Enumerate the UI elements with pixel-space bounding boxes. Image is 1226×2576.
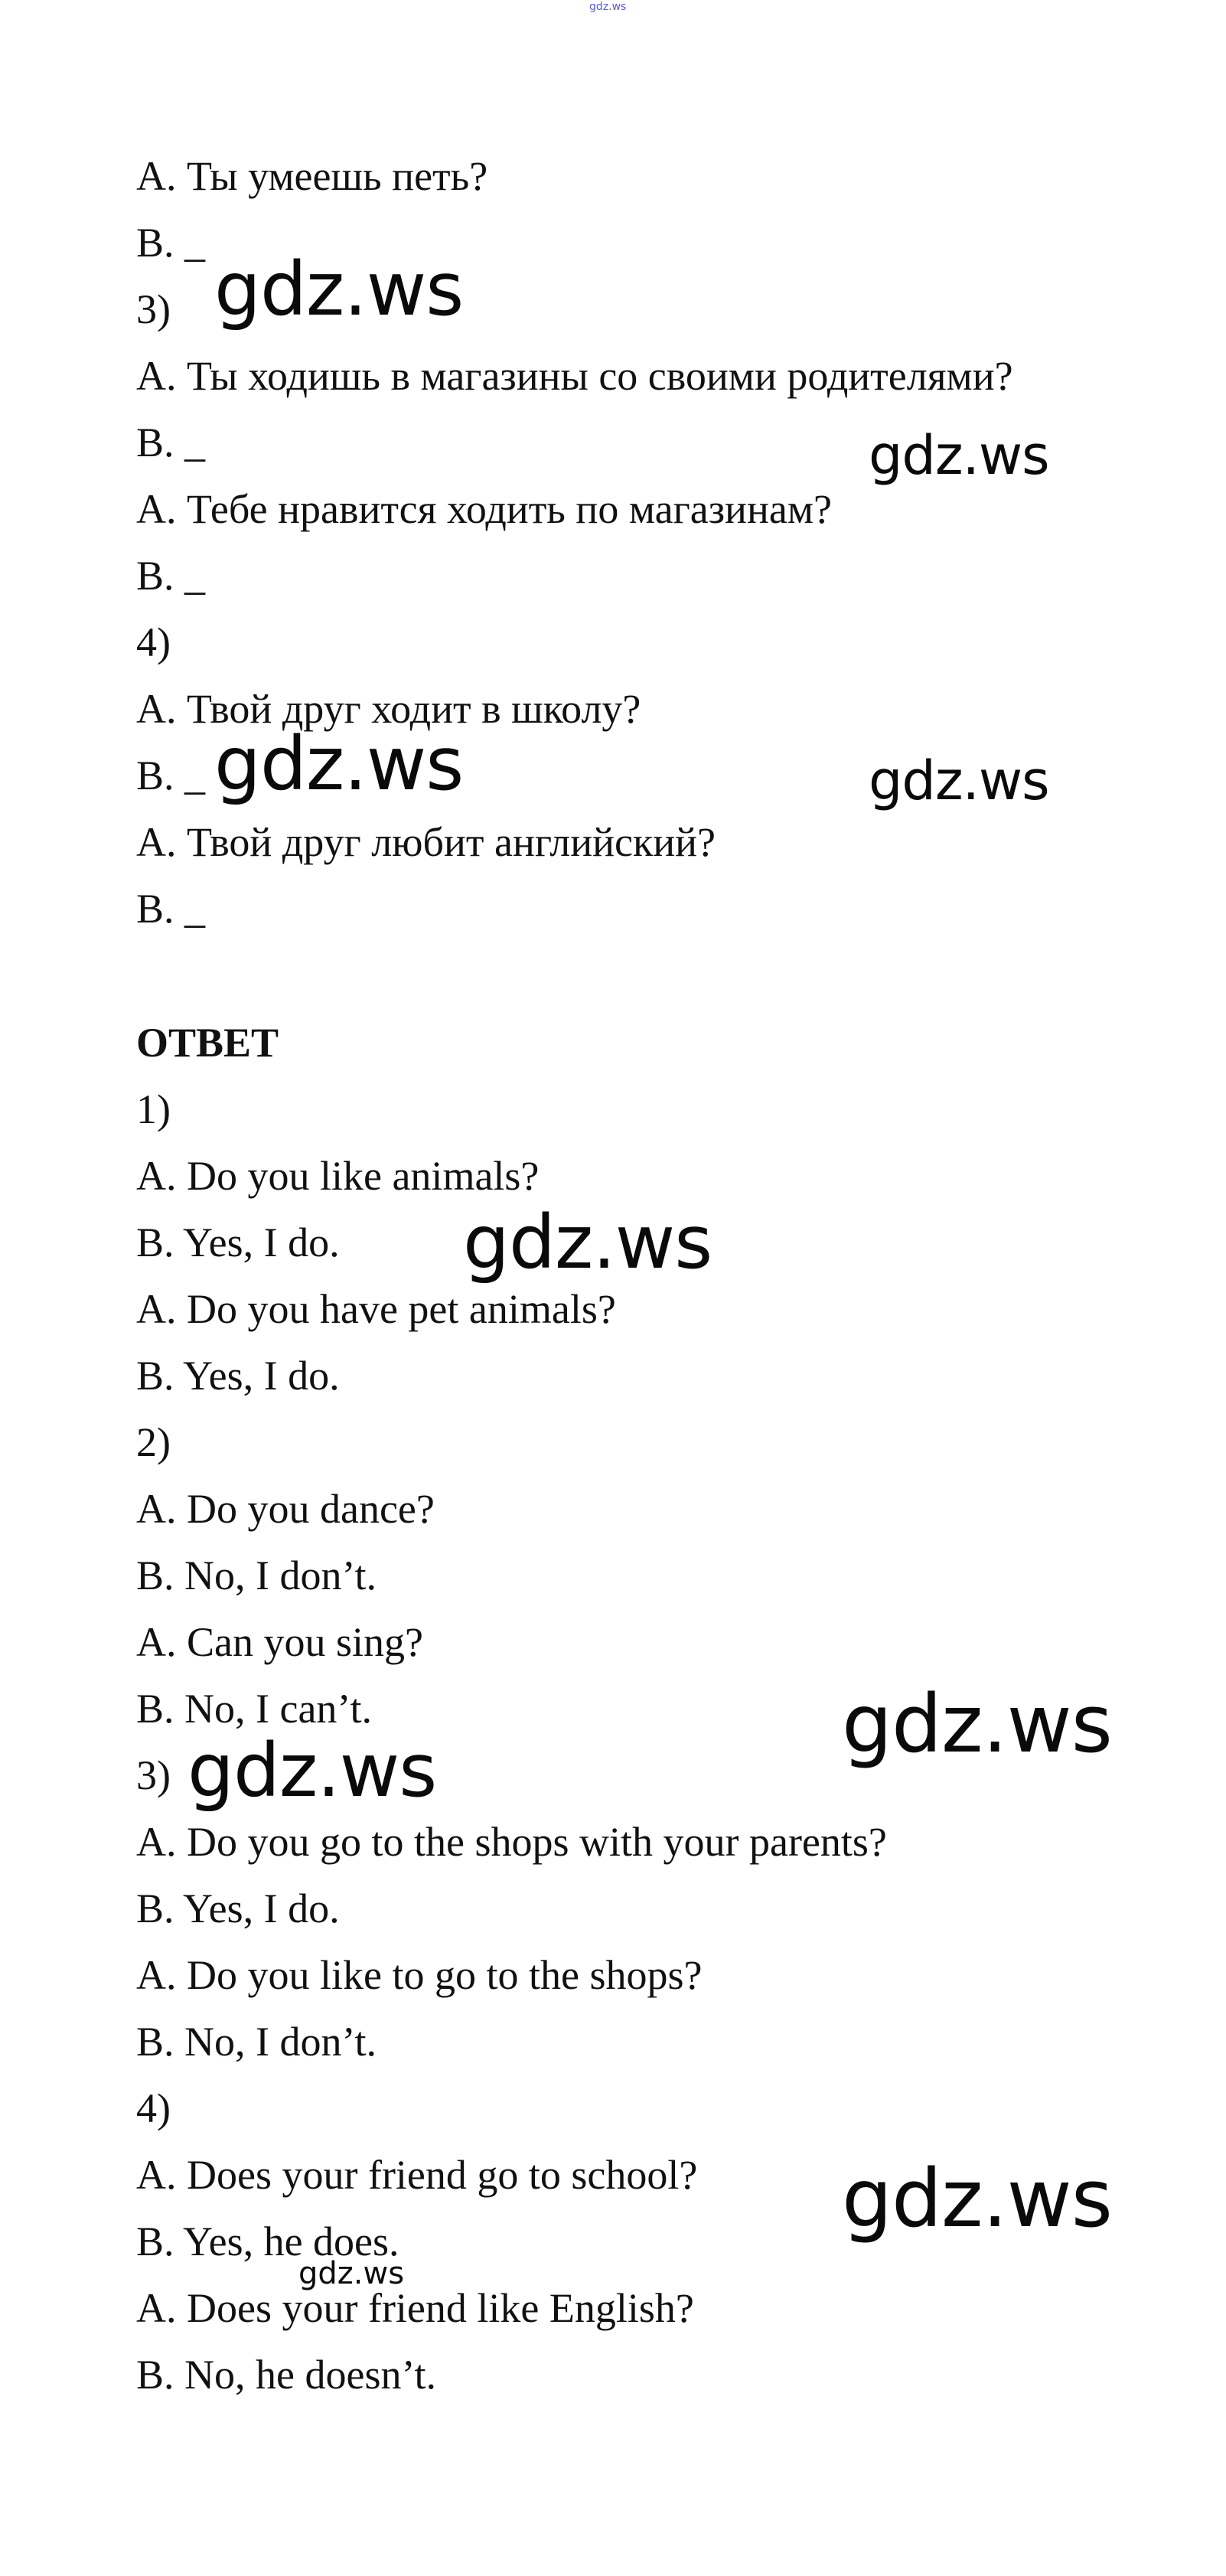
watermark: gdz.ws xyxy=(869,749,1049,812)
exercise-line: A. Ты ходишь в магазины со своими родителями? xyxy=(136,353,1013,399)
answer-line: B. Yes, I do. xyxy=(136,1353,340,1399)
answer-line: A. Do you dance? xyxy=(136,1486,435,1532)
answer-line: B. Yes, I do. xyxy=(136,1885,340,1931)
answer-line: B. No, I can’t. xyxy=(136,1686,372,1732)
answer-line: B. Yes, he does. xyxy=(136,2218,399,2264)
exercise-line: 4) xyxy=(136,619,171,665)
answer-line: A. Do you like to go to the shops? xyxy=(136,1952,703,1998)
exercise-line: A. Тебе нравится ходить по магазинам? xyxy=(136,486,832,532)
answer-line: 2) xyxy=(136,1419,171,1465)
watermark: gdz.ws xyxy=(187,1728,437,1814)
answer-line: A. Does your friend like English? xyxy=(136,2285,694,2331)
answer-line: 1) xyxy=(136,1086,171,1132)
answer-line: 4) xyxy=(136,2085,171,2131)
exercise-line: B. _ xyxy=(136,753,206,798)
exercise-line: A. Твой друг любит английский? xyxy=(136,819,716,865)
answer-line: B. No, I don’t. xyxy=(136,2019,377,2065)
answer-line: B. Yes, I do. xyxy=(136,1219,340,1265)
header-watermark: gdz.ws xyxy=(589,1,627,13)
watermark: gdz.ws xyxy=(869,424,1049,487)
answer-line: B. No, he doesn’t. xyxy=(136,2352,436,2398)
watermark: gdz.ws xyxy=(298,2256,405,2291)
answer-line: A. Do you have pet animals? xyxy=(136,1286,616,1332)
watermark: gdz.ws xyxy=(463,1200,712,1285)
exercise-line: B. _ xyxy=(136,553,206,599)
exercise-line: 3) xyxy=(136,286,171,332)
answer-title: ОТВЕТ xyxy=(136,1020,279,1066)
answer-line: 3) xyxy=(136,1752,171,1798)
watermark: gdz.ws xyxy=(214,721,464,807)
watermark: gdz.ws xyxy=(842,1677,1112,1771)
exercise-line: A. Ты умеешь петь? xyxy=(136,153,488,199)
answer-line: B. No, I don’t. xyxy=(136,1552,377,1598)
answer-line: A. Can you sing? xyxy=(136,1619,423,1665)
answer-line: A. Does your friend go to school? xyxy=(136,2152,698,2198)
exercise-line: B. _ xyxy=(136,420,206,465)
answer-line: A. Do you like animals? xyxy=(136,1153,540,1199)
exercise-line: B. _ xyxy=(136,886,206,932)
watermark: gdz.ws xyxy=(842,2152,1112,2245)
exercise-line: B. _ xyxy=(136,220,206,266)
answer-line: A. Do you go to the shops with your parents? xyxy=(136,1819,887,1865)
watermark: gdz.ws xyxy=(214,246,464,332)
exercise-line: A. Твой друг ходит в школу? xyxy=(136,686,641,732)
